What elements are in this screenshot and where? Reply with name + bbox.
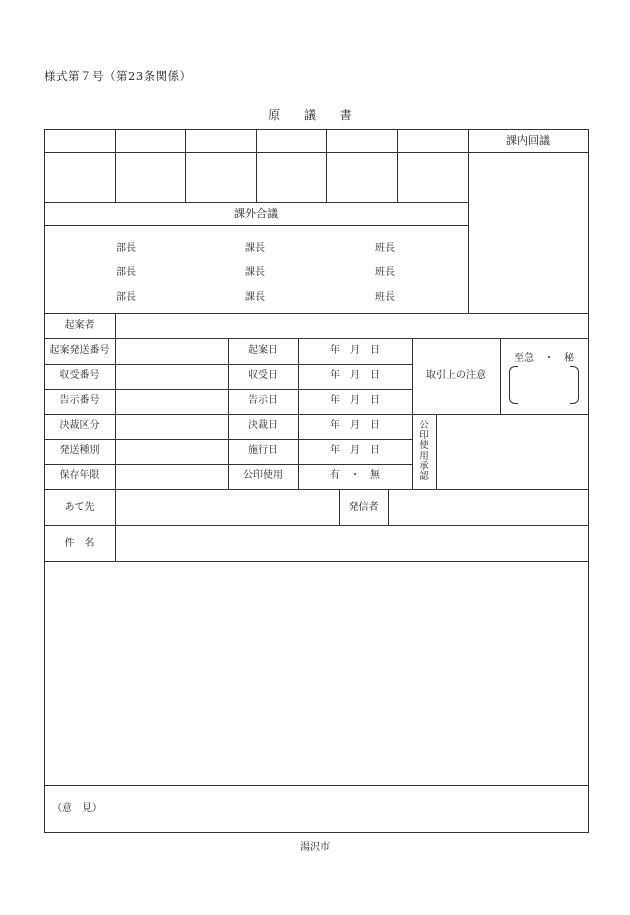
- rule: [44, 313, 588, 314]
- seal-options: 有 ・ 無: [330, 470, 380, 481]
- issuer: 湯沢市: [300, 842, 330, 853]
- decision-type-label: 決裁区分: [59, 420, 100, 431]
- decision-date-label: 決裁日: [248, 420, 278, 431]
- rule: [228, 338, 229, 490]
- receive-number-label: 収受番号: [59, 370, 100, 381]
- sender-label: 発信者: [348, 502, 379, 513]
- notice-date-label: 告示日: [248, 395, 278, 406]
- rule: [44, 832, 589, 833]
- rule: [44, 129, 588, 130]
- retention-label: 保存年限: [59, 470, 100, 481]
- urgency-options: 至急 ・ 秘: [514, 353, 574, 364]
- rule: [436, 414, 437, 490]
- rule: [44, 561, 588, 562]
- right-bracket: [570, 366, 579, 404]
- team-leader-label: 班長: [375, 292, 395, 303]
- handling-note-label: 取引上の注意: [426, 370, 486, 381]
- drafter-label: 起案者: [64, 320, 95, 331]
- rule: [44, 152, 588, 153]
- form-number: 様式第７号（第23条関係）: [44, 69, 192, 83]
- rule: [44, 414, 588, 415]
- seal-use-label: 公印使用: [243, 470, 283, 481]
- rule: [298, 338, 299, 490]
- page-title: 原 議 書: [268, 108, 362, 122]
- date-field: 年 月 日: [330, 370, 380, 381]
- rule: [256, 129, 257, 203]
- dept-head-label: 部長: [116, 292, 136, 303]
- addressee-label: あて先: [64, 502, 95, 513]
- send-number-label: 起案発送番号: [49, 345, 110, 356]
- rule: [397, 129, 398, 203]
- rule: [468, 129, 469, 314]
- section-chief-label: 課長: [245, 267, 265, 278]
- shipping-type-label: 発送種別: [59, 445, 100, 456]
- team-leader-label: 班長: [375, 243, 395, 254]
- seal-approval-label: 公 印 使 用 承 認: [419, 420, 429, 483]
- rule: [388, 489, 389, 526]
- date-field: 年 月 日: [330, 395, 380, 406]
- rule: [44, 489, 588, 490]
- date-field: 年 月 日: [330, 445, 380, 456]
- rule: [115, 129, 116, 203]
- subject-label: 件 名: [64, 538, 95, 549]
- internal-review-label: 課内回議: [506, 134, 550, 147]
- draft-date-label: 起案日: [248, 345, 278, 356]
- team-leader-label: 班長: [375, 267, 395, 278]
- left-bracket: [509, 366, 518, 404]
- rule: [44, 785, 588, 786]
- rule: [588, 129, 589, 833]
- rule: [44, 225, 468, 226]
- rule: [326, 129, 327, 203]
- date-field: 年 月 日: [330, 420, 380, 431]
- section-chief-label: 課長: [245, 243, 265, 254]
- rule: [500, 338, 501, 415]
- rule: [412, 338, 413, 490]
- opinion-label: （意 見）: [52, 803, 102, 814]
- receive-date-label: 収受日: [248, 370, 278, 381]
- rule: [44, 338, 588, 339]
- rule: [44, 525, 588, 526]
- dept-head-label: 部長: [116, 243, 136, 254]
- effective-date-label: 施行日: [248, 445, 278, 456]
- rule: [185, 129, 186, 203]
- rule: [115, 313, 116, 562]
- notice-number-label: 告示番号: [59, 395, 100, 406]
- section-chief-label: 課長: [245, 292, 265, 303]
- date-field: 年 月 日: [330, 345, 380, 356]
- dept-head-label: 部長: [116, 267, 136, 278]
- external-consult-label: 課外合議: [234, 207, 278, 220]
